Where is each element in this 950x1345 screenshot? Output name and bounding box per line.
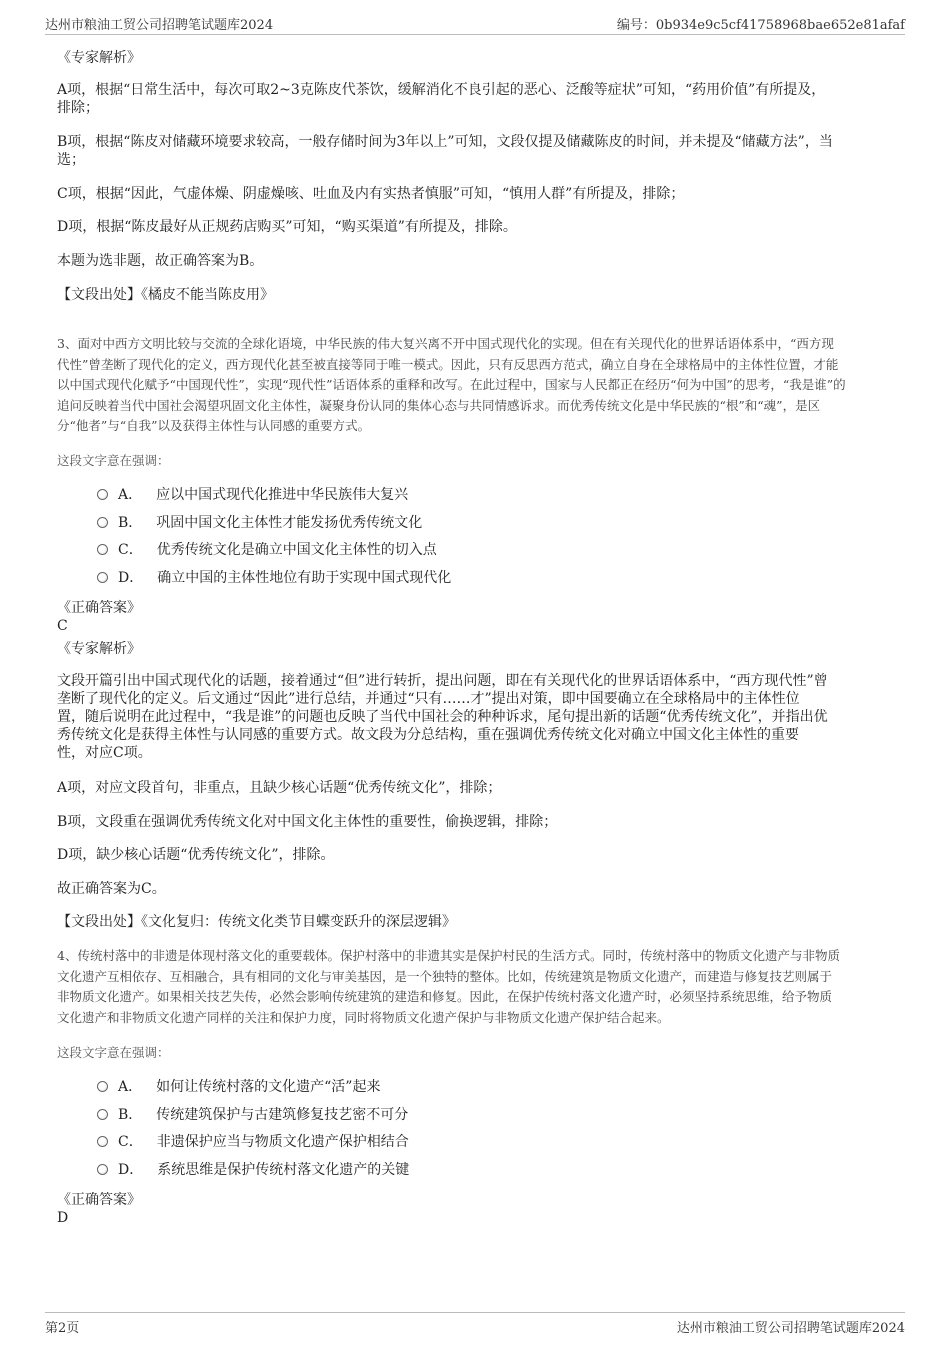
radio-icon[interactable] bbox=[97, 489, 108, 500]
radio-icon[interactable] bbox=[97, 1164, 108, 1175]
stem-line: 非物质文化遗产。如果相关技艺失传，必然会影响传统建筑的建造和修复。因此，在保护传统村落文化遗产时，必须坚持系统思维，给予物质 bbox=[57, 989, 833, 1004]
stem-line: 文化遗产互相依存、互相融合，具有相同的文化与审美基因，是一个独特的整体。比如，传统建筑是物质文化遗产，而建造与修复技艺则属于 bbox=[57, 968, 833, 984]
q3-option-b[interactable]: B． 巩固中国文化主体性才能发扬优秀传统文化 bbox=[97, 514, 422, 532]
q4-answer-label: 《正确答案》 bbox=[57, 1192, 141, 1208]
stem-line: 以中国式现代化赋予“中国现代性”，实现“现代性”话语体系的重释和改写。在此过程中，国家与人民都正在经历“何为中国”的思考，“我是谁”的 bbox=[57, 377, 846, 392]
q3-expert-label: 《专家解析》 bbox=[57, 641, 141, 657]
q3-answer-label: 《正确答案》 bbox=[57, 600, 141, 616]
analysis-d: D项，根据“陈皮最好从正规药店购买”可知，“购买渠道”有所提及，排除。 bbox=[57, 219, 517, 235]
stem-line: 代性”曾垄断了现代化的定义，西方现代化甚至被直接等同于唯一模式。因此，只有反思西方范式，确立自身在全球格局中的主体性位置，才能 bbox=[57, 356, 839, 372]
q3-answer: C bbox=[57, 618, 68, 634]
stem-line: 追问反映着当代中国社会渴望巩固文化主体性，凝聚身份认同的集体心态与共同情感诉求。而优秀传统文化是中华民族的“根”和“魂”，是区 bbox=[57, 397, 821, 413]
question-3-stem bbox=[57, 334, 895, 437]
q3-analysis-b: B项，文段重在强调优秀传统文化对中国文化主体性的重要性，偷换逻辑，排除； bbox=[57, 814, 558, 830]
analysis-source: 【文段出处】《橘皮不能当陈皮用》 bbox=[57, 287, 274, 303]
analysis-b: B项，根据“陈皮对储藏环境要求较高，一般存储时间为3年以上”可知，文段仅提及储藏陈皮的时间，并未提及“储藏方法”，当 bbox=[57, 134, 833, 150]
radio-icon[interactable] bbox=[97, 517, 108, 528]
q4-option-b[interactable]: B． 传统建筑保护与古建筑修复技艺密不可分 bbox=[97, 1106, 408, 1124]
stem-line: 分“他者”与“自我”以及获得主体性与认同感的重要方式。 bbox=[57, 418, 371, 433]
q3-conclusion: 故正确答案为C。 bbox=[57, 881, 166, 897]
radio-icon[interactable] bbox=[97, 1136, 108, 1147]
q3-option-d[interactable]: D． 确立中国的主体性地位有助于实现中国式现代化 bbox=[97, 569, 451, 587]
q3-source: 【文段出处】《文化复归：传统文化类节目蝶变跃升的深层逻辑》 bbox=[57, 914, 456, 930]
analysis-line: 性，对应C项。 bbox=[57, 745, 152, 761]
analysis-line: 置，随后说明在此过程中，“我是谁”的问题也反映了当代中国社会的种种诉求，尾句提出新的话题“优秀传统文化”，并指出优 bbox=[57, 709, 828, 725]
page-header bbox=[45, 12, 905, 35]
analysis-c: C项，根据“因此，气虚体燥、阴虚燥咳、吐血及内有实热者慎服”可知，“慎用人群”有所提及，排除； bbox=[57, 186, 685, 202]
analysis-a: A项，根据“日常生活中，每次可取2~3克陈皮代茶饮，缓解消化不良引起的恶心、泛酸等症状”可知，“药用价值”有所提及， bbox=[57, 82, 826, 98]
q3-option-c[interactable]: C． 优秀传统文化是确立中国文化主体性的切入点 bbox=[97, 541, 437, 559]
q3-analysis-a: A项，对应文段首句，非重点，且缺少核心话题“优秀传统文化”，排除； bbox=[57, 780, 502, 796]
radio-icon[interactable] bbox=[97, 544, 108, 555]
footer-page-number: 第2页 bbox=[45, 1321, 80, 1336]
q3-option-a[interactable]: A． 应以中国式现代化推进中华民族伟大复兴 bbox=[97, 486, 408, 504]
q4-answer: D bbox=[57, 1210, 69, 1226]
expert-label: 《专家解析》 bbox=[57, 50, 141, 66]
question-4-stem bbox=[57, 946, 895, 1028]
q3-analysis-d: D项，缺少核心话题“优秀传统文化”，排除。 bbox=[57, 847, 335, 863]
q3-analysis bbox=[57, 672, 895, 762]
radio-icon[interactable] bbox=[97, 1109, 108, 1120]
footer-title: 达州市粮油工贸公司招聘笔试题库2024 bbox=[676, 1321, 905, 1336]
stem-line: 文化遗产和非物质文化遗产同样的关注和保护力度，同时将物质文化遗产保护与非物质文化遗产保护结合起来。 bbox=[57, 1009, 670, 1025]
analysis-line: 秀传统文化是获得主体性与认同感的重要方式。故文段为分总结构，重在强调优秀传统文化对确立中国文化主体性的重要 bbox=[57, 727, 799, 743]
analysis-a2: 排除； bbox=[57, 100, 99, 116]
q4-option-c[interactable]: C． 非遗保护应当与物质文化遗产保护相结合 bbox=[97, 1133, 409, 1151]
header-code: 编号：0b934e9c5cf41758968bae652e81afaf bbox=[616, 18, 905, 33]
q4-option-a[interactable]: A． 如何让传统村落的文化遗产“活”起来 bbox=[97, 1078, 380, 1096]
radio-icon[interactable] bbox=[97, 1081, 108, 1092]
header-title: 达州市粮油工贸公司招聘笔试题库2024 bbox=[45, 18, 274, 33]
radio-icon[interactable] bbox=[97, 572, 108, 583]
analysis-conclusion: 本题为选非题，故正确答案为B。 bbox=[57, 253, 264, 269]
stem-line: 4、传统村落中的非遗是体现村落文化的重要载体。保护村落中的非遗其实是保护村民的生活方式。同时，传统村落中的物质文化遗产与非物质 bbox=[57, 948, 840, 963]
analysis-line: 文段开篇引出中国式现代化的话题，接着通过“但”进行转折，提出问题，即在有关现代化的世界话语体系中，“西方现代性”曾 bbox=[57, 673, 828, 689]
q4-option-d[interactable]: D． 系统思维是保护传统村落文化遗产的关键 bbox=[97, 1161, 409, 1179]
question-3-prompt: 这段文字意在强调： bbox=[57, 453, 170, 468]
page-footer bbox=[45, 1312, 905, 1335]
analysis-b2: 选； bbox=[57, 152, 85, 168]
stem-line: 3、面对中西方文明比较与交流的全球化语境，中华民族的伟大复兴离不开中国式现代化的实现。但在有关现代化的世界话语体系中，“西方现 bbox=[57, 336, 834, 351]
analysis-line: 垄断了现代化的定义。后文通过“因此”进行总结，并通过“只有……才”提出对策，即中国要确立在全球格局中的主体性位 bbox=[57, 691, 800, 707]
question-4-prompt: 这段文字意在强调： bbox=[57, 1045, 170, 1060]
